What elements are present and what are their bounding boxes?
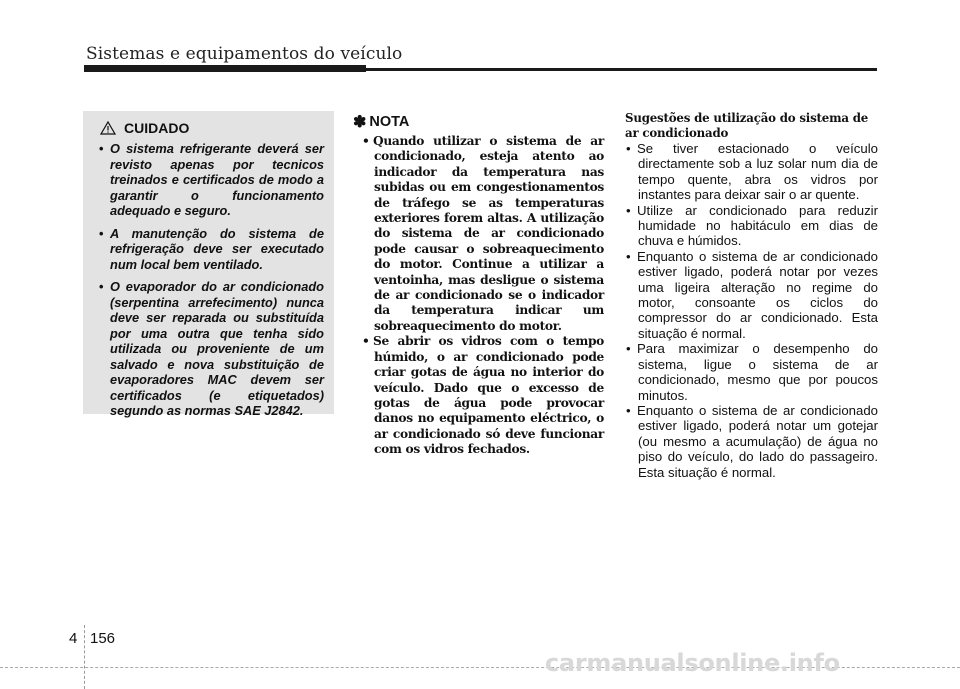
footer-divider-vertical <box>84 625 86 689</box>
warning-icon <box>100 121 116 135</box>
caution-item: • A manutenção do sistema de refrigeração deve ser executado num local bem ventilado. <box>99 225 324 272</box>
tips-list <box>625 141 878 480</box>
nota-item: • Se abrir os vidros com o tempo húmido, o ar condicionado pode criar gotas de água no interior do veículo. Dado que o excesso de gotas de água pode provocar danos no equipamento eléctrico, o ar condicionado só deve funcionar com os vidros fechados. <box>362 334 604 457</box>
caution-list <box>92 141 324 419</box>
page-header-title: Sistemas e equipamentos do veículo <box>86 44 403 64</box>
caution-title: CUIDADO <box>124 120 190 136</box>
tips-item: • Enquanto o sistema de ar condicionado estiver ligado, poderá notar por vezes uma ligeira alteração no regime do motor, consoante os ciclos do compressor do ar condicionado. Esta situação é normal. <box>626 248 878 341</box>
tips-item: • Enquanto o sistema de ar condicionado estiver ligado, poderá notar um gotejar (ou mesmo a acumulação) de água no piso do veículo, do lado do passageiro. Esta situação é normal. <box>626 402 878 480</box>
caution-item: • O evaporador do ar condicionado (serpentina arrefecimento) nunca deve ser reparada ou substituída por uma outra que tenha sido utilizada ou proveniente de um salvado e nova substituição de evaporadores MAC devem ser certificados (e etiquetados) segundo as normas SAE J2842. <box>99 279 324 418</box>
star-icon: ✽ <box>353 114 367 131</box>
nota-title: NOTA <box>369 114 410 130</box>
page-number: 156 <box>90 630 116 647</box>
header-rule <box>84 68 877 71</box>
nota-heading <box>353 112 604 132</box>
nota-section <box>353 112 604 458</box>
nota-item: • Quando utilizar o sistema de ar condicionado, esteja atento ao indicador da temperatura nas subidas ou em congestionamentos de tráfego se as temperaturas exteriores forem altas. A utilização do sistema de ar condicionado pode causar o sobreaquecimento do motor. Continue a utilizar a ventoinha, mas desligue o sistema de ar condicionado se o indicador da temperatura indicar um sobreaquecimento do motor. <box>362 134 604 333</box>
watermark: carmanualsonline.info <box>545 649 840 677</box>
caution-heading <box>100 119 324 137</box>
tips-heading: Sugestões de utilização do sistema de ar condicionado <box>625 111 869 140</box>
tips-item: • Utilize ar condicionado para reduzir humidade no habitáculo em dias de chuva e húmidos. <box>626 202 878 249</box>
caution-item: • O sistema refrigerante deverá ser revisto apenas por tecnicos treinados e certificados de modo a garantir o funcionamento adequado e seguro. <box>99 141 324 218</box>
tips-section <box>625 111 878 480</box>
chapter-number: 4 <box>69 630 78 647</box>
nota-list <box>353 134 604 458</box>
tips-item: • Para maximizar o desempenho do sistema, ligue o sistema de ar condicionado, mesmo que por poucos minutos. <box>626 341 878 403</box>
tips-item: • Se tiver estacionado o veículo directamente sob a luz solar num dia de tempo quente, abra os vidros por instantes para deixar sair o ar quente. <box>626 141 878 203</box>
caution-box <box>83 111 334 418</box>
